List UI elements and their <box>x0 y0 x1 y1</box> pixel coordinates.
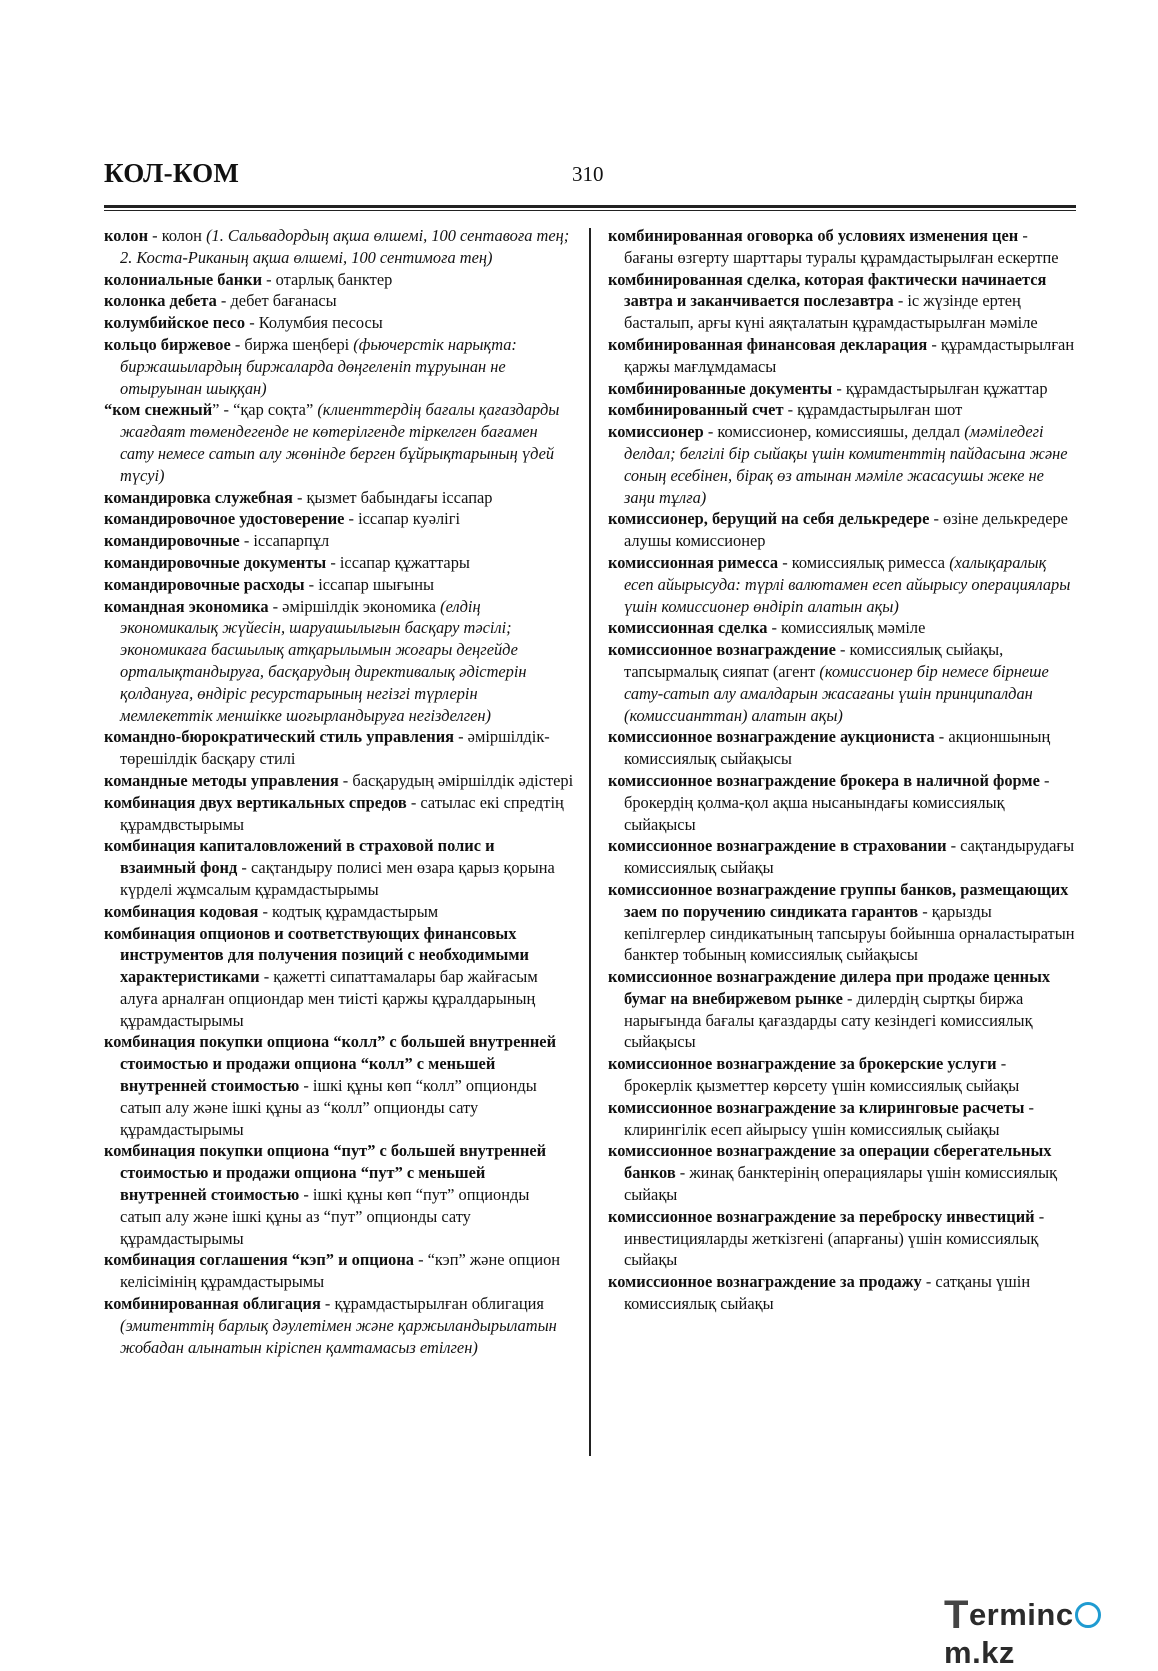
dictionary-entry <box>608 421 1076 508</box>
dictionary-entry <box>104 1293 574 1358</box>
dictionary-entry <box>608 835 1076 879</box>
entry-definition: - әміршілдік-төрешілдік басқару стилі <box>120 727 550 769</box>
dictionary-entry <box>104 1140 574 1249</box>
entry-note: (1. Сальвадордың ақша өлшемі, 100 сентавоға тең; 2. Коста-Риканың ақша өлшемі, 100 сентимоға тең) <box>120 226 570 267</box>
entry-term: командировочные <box>104 531 240 551</box>
dictionary-entry <box>608 617 1076 639</box>
entry-definition: - іссапар шығыны <box>304 574 435 594</box>
entry-term: командировочное удостоверение <box>104 509 345 529</box>
entry-term: колонка дебета <box>104 291 217 311</box>
entry-term: комбинированная финансовая декларация <box>608 334 928 354</box>
dictionary-entry <box>608 1097 1076 1141</box>
entry-term: “ком снежный <box>104 400 213 420</box>
dictionary-entry <box>104 835 574 900</box>
dictionary-entry <box>104 596 574 727</box>
entry-term: колон <box>104 226 149 245</box>
dictionary-entry <box>608 1206 1076 1271</box>
entry-term: командная экономика <box>104 596 269 616</box>
entry-term: комиссионное вознаграждение дилера при продаже ценных бумаг на внебиржевом рынке <box>608 967 1051 1008</box>
entry-definition: - сатқаны үшін комиссиялық сыйақы <box>624 1272 1031 1314</box>
dictionary-entry <box>608 1271 1076 1315</box>
dictionary-entry <box>608 334 1076 378</box>
dictionary-entry <box>104 770 574 792</box>
entry-term: комбинация опционов и соответствующих финансовых инструментов для получения позиций с необходимыми характеристиками <box>104 923 529 987</box>
entry-term: комиссионное вознаграждение за клиринговые расчеты <box>608 1097 1025 1117</box>
entry-definition: - іссапар куәлігі <box>344 509 461 529</box>
entry-term: комиссионная римесса <box>608 552 779 572</box>
entry-term: колониальные банки <box>104 269 263 289</box>
entry-definition: - комиссиялық мәміле <box>767 618 926 638</box>
termincom-logo <box>944 1590 1158 1671</box>
entry-definition: - брокердің қолма-қол ақша нысанындағы комиссиялық сыйақысы <box>624 770 1050 834</box>
entry-term: комбинация двух вертикальных спредов <box>104 792 407 812</box>
entry-definition: - сақтандырудағы комиссиялық сыйақы <box>624 836 1075 878</box>
entry-definition: - дилердің сыртқы биржа нарығында бағалы қағаздарды сату кезіндегі комиссиялық сыйақысы <box>624 988 1033 1052</box>
entry-definition: - құрамдастырылған облигация <box>320 1294 544 1314</box>
entry-definition: - инвестицияларды жеткізгені (апарғаны) үшін комиссиялық сыйақы <box>624 1206 1045 1270</box>
dictionary-entry <box>608 225 1076 269</box>
logo-t: T <box>944 1593 969 1637</box>
entry-term: кольцо биржевое <box>104 334 231 354</box>
dictionary-entry <box>104 552 574 574</box>
dictionary-entry <box>608 726 1076 770</box>
entry-term: командно-бюрократический стиль управления <box>104 727 455 747</box>
right-column <box>608 225 1076 1315</box>
entry-note: (фьючерстік нарықта: биржашылардың биржаларда дөңгеленіп тұруынан не отыруынан шыққан) <box>120 334 517 398</box>
entry-definition: - әміршілдік экономика <box>268 596 441 616</box>
entry-term: комиссионное вознаграждение в страховании <box>608 836 947 856</box>
dictionary-entry <box>608 879 1076 966</box>
dictionary-entry <box>104 1249 574 1293</box>
entry-definition: - қызмет бабындағы іссапар <box>292 487 493 507</box>
entry-term: комиссионное вознаграждение за операции сберегательных банков <box>608 1141 1052 1183</box>
entry-definition: - құрамдастырылған құжаттар <box>832 378 1048 398</box>
entry-definition: - комиссиялық римесса <box>778 552 950 572</box>
entry-definition: - ішкі құны көп “колл” опционды сатып алу және ішкі құны аз “колл” опционды сату құрамдастырымы <box>120 1076 537 1139</box>
entry-definition: - бағаны өзгерту шарттары туралы құрамдастырылған ескертпе <box>624 226 1059 267</box>
entry-definition: - клирингілік есеп айырысу үшін комиссиялық сыйақы <box>624 1097 1034 1139</box>
dictionary-entry <box>608 966 1076 1053</box>
entry-definition: - ішкі құны көп “пут” опционды сатып алу және ішкі құны аз “пут” опционды сату құрамдастырымы <box>120 1185 530 1248</box>
entry-definition: - қажетті сипаттамалары бар жайғасым алуға арналған опциондар мен тиісті қаржы құралдарының құрамдастырымы <box>120 967 538 1030</box>
dictionary-entry <box>104 574 574 596</box>
entry-term: комбинация соглашения “кэп” и опциона <box>104 1250 414 1270</box>
dictionary-entry <box>608 269 1076 334</box>
dictionary-entry <box>608 378 1076 400</box>
dictionary-entry <box>104 312 574 334</box>
logo-text: erminc <box>968 1597 1074 1632</box>
logo-text-end: m.kz <box>944 1635 1015 1670</box>
entry-definition: ” - “қар соқта” <box>212 400 318 420</box>
entry-definition: - отарлық банктер <box>262 269 393 289</box>
entry-term: командировочные документы <box>104 552 327 572</box>
dictionary-entry <box>608 639 1076 726</box>
dictionary-entry <box>104 269 574 291</box>
entry-definition: - дебет бағанасы <box>216 291 337 311</box>
dictionary-entry <box>608 1053 1076 1097</box>
entry-term: комбинация покупки опциона “колл” с большей внутренней стоимостью и продажи опциона “колл” с меньшей внутренней стоимостью <box>104 1032 557 1096</box>
entry-term: комиссионное вознаграждение за продажу <box>608 1272 922 1292</box>
entry-definition: - өзіне делькредере алушы комиссионер <box>624 509 1068 551</box>
dictionary-entry <box>608 552 1076 617</box>
entry-definition: - құрамдастырылған қаржы мағлұмдамасы <box>624 334 1075 376</box>
dictionary-entry <box>104 508 574 530</box>
entry-term: комиссионное вознаграждение за переброску инвестиций <box>608 1206 1035 1226</box>
entry-term: комбинированная сделка, которая фактически начинается завтра и заканчивается послезавтра <box>608 269 1047 311</box>
entry-note: (мәміледегі делдал; белгілі бір сыйақы үшін комитенттің пайдасына және соның есебінен, бірақ өз атынан мәміле жасасушы жеке не заңи тұлға) <box>624 422 1068 507</box>
entry-definition: - сақтандыру полисі мен өзара қарыз қорына күрделі жұмсалым құрамдастырымы <box>120 858 555 899</box>
page-number: 310 <box>572 162 604 186</box>
dictionary-entry <box>104 901 574 923</box>
entry-term: комиссионное вознаграждение аукциониста <box>608 727 935 747</box>
entry-definition: - қарызды кепілгерлер синдикатының тапсыруы бойынша орналастыратын банктер тобының комиссиялық сыйақысы <box>624 901 1075 965</box>
entry-definition: - комиссиялық сыйақы, тапсырмалық сияпат (агент <box>624 640 1004 681</box>
dictionary-entry <box>608 508 1076 552</box>
entry-term: комиссионное вознаграждение <box>608 640 836 660</box>
entry-term: комиссионное вознаграждение группы банков, размещающих заем по поручению синдиката гарантов <box>608 879 1069 921</box>
entry-term: комбинированный счет <box>608 400 784 420</box>
entry-definition: - іссапарпұл <box>239 531 330 551</box>
column-divider <box>589 228 591 1456</box>
header-rule-thin <box>104 210 1076 211</box>
entry-term: командировка служебная <box>104 487 293 507</box>
dictionary-entry <box>608 399 1076 421</box>
entry-definition: - кодтық құрамдастырым <box>258 901 439 921</box>
entry-term: комиссионное вознаграждение за брокерские услуги <box>608 1054 997 1074</box>
dictionary-entry <box>104 399 574 486</box>
entry-definition: - басқарудың әміршілдік әдістері <box>338 770 574 790</box>
entry-definition: - колон <box>148 226 207 245</box>
dictionary-entry <box>104 726 574 770</box>
logo-ring-icon <box>1075 1602 1101 1628</box>
header-rule-thick <box>104 205 1076 208</box>
dictionary-entry <box>104 530 574 552</box>
entry-term: комиссионер, берущий на себя делькредере <box>608 509 930 529</box>
entry-term: комбинация покупки опциона “пут” с большей внутренней стоимостью и продажи опциона “пут” с меньшей внутренней стоимостью <box>104 1141 547 1205</box>
entry-note: (комиссионер бір немесе бірнеше сату-сатып алу амалдарын жасағаны үшін принципалдан (комиссианттан) алатын ақы) <box>624 661 1049 725</box>
entry-definition: - биржа шеңбері <box>230 334 354 354</box>
entry-note: (халықаралық есеп айырысуда: түрлі валютамен есеп айырысу операциялары үшін комиссионер өндіріп алатын ақы) <box>624 552 1071 616</box>
left-column <box>104 225 574 1358</box>
dictionary-entry <box>104 792 574 836</box>
dictionary-entry <box>104 923 574 1032</box>
dictionary-entry <box>104 1031 574 1140</box>
entry-definition: - сатылас екі спредтің құрамдвстырымы <box>120 792 564 834</box>
entry-term: комиссионное вознаграждение брокера в наличной форме <box>608 770 1040 790</box>
entry-definition: - құрамдастырылған шот <box>783 400 963 420</box>
entry-definition: - іс жүзінде ертең басталып, арғы күні аяқталатын құрамдастырылған мәміле <box>624 291 1038 333</box>
entry-definition: - іссапар құжаттары <box>326 552 470 572</box>
entry-definition: - брокерлік қызметтер көрсету үшін комиссиялық сыйақы <box>624 1054 1020 1096</box>
dictionary-entry <box>104 225 574 269</box>
entry-term: комбинированная оговорка об условиях изменения цен <box>608 226 1019 245</box>
entry-term: командировочные расходы <box>104 574 305 594</box>
entry-definition: - жинақ банктерінің операциялары үшін комиссиялық сыйақы <box>624 1163 1058 1205</box>
dictionary-entry <box>104 290 574 312</box>
entry-note: (эмитенттің барлық дәулетімен және қаржыландырылатын жобадан алынатын кіріспен қамтамасыз етілген) <box>120 1315 557 1357</box>
entry-term: колумбийское песо <box>104 313 246 333</box>
dictionary-entry <box>104 334 574 399</box>
entry-note: (клиенттердің бағалы қағаздарды жағдаят төмендегенде не көтерілгенде тіркелген бағамен сату немесе сатып алу жөнінде берген бұйрықтарының үдей түсуі) <box>120 400 560 485</box>
entry-term: комбинация кодовая <box>104 901 259 921</box>
entry-definition: - комиссионер, комиссияшы, делдал <box>703 422 965 442</box>
entry-definition: - Колумбия песосы <box>245 313 383 333</box>
entry-term: командные методы управления <box>104 770 339 790</box>
entry-term: комиссионер <box>608 422 704 442</box>
entry-term: комиссионная сделка <box>608 618 768 638</box>
page-header-title: КОЛ-КОМ <box>104 158 240 188</box>
dictionary-entry <box>608 770 1076 835</box>
entry-term: комбинированные документы <box>608 378 833 398</box>
entry-note: (елдің экономикалық жүйесін, шаруашылығын басқару тәсілі; экономикаға басшылық атқарылымын жоғары деңгейде орталықтандыруға, басқарудың директивалық әдістерін қолдануға, өндіріс ресурстарының негізгі түрлерін мемлекеттік меншікке шоғырландыруға негізделген) <box>120 596 527 725</box>
entry-term: комбинация капиталовложений в страховой полис и взаимный фонд <box>104 836 495 878</box>
dictionary-entry <box>104 487 574 509</box>
entry-definition: - “кэп” және опцион келісімінің құрамдастырымы <box>120 1250 561 1292</box>
entry-definition: - акционшының комиссиялық сыйақысы <box>624 727 1051 769</box>
entry-term: комбинированная облигация <box>104 1294 321 1314</box>
dictionary-entry <box>608 1140 1076 1205</box>
